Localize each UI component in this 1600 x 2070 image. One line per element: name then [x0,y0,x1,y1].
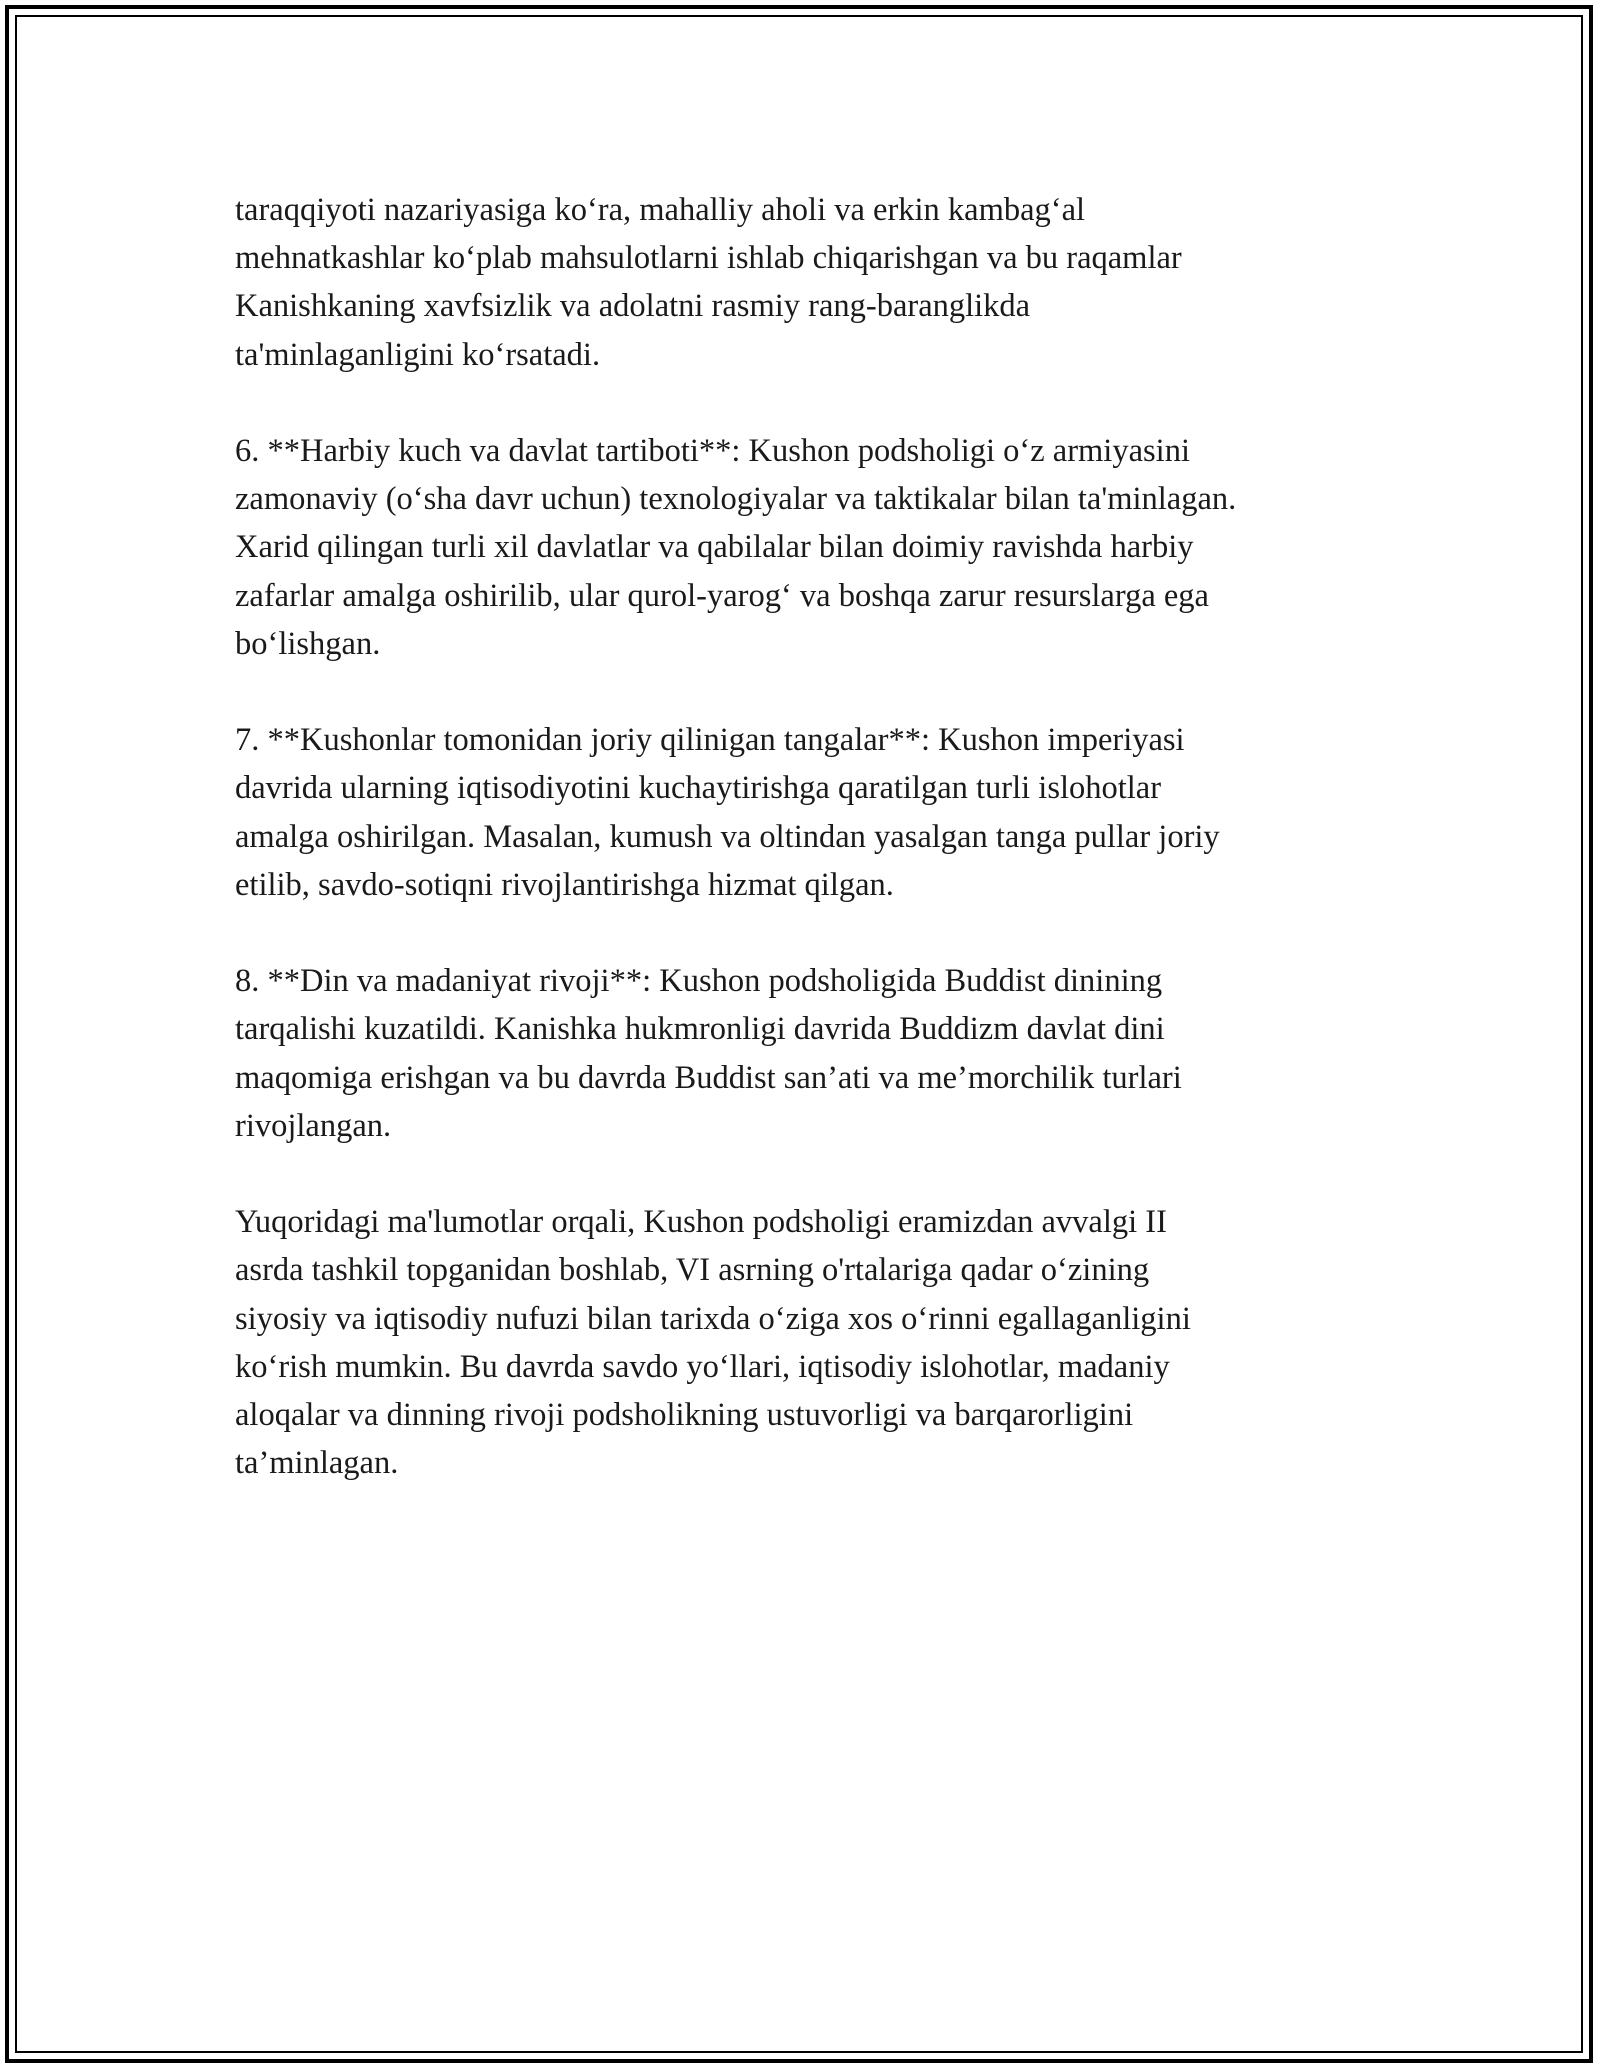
text-line: davrida ularning iqtisodiyotini kuchaytirishga qaratilgan turli islohotlar [235,770,1162,807]
text-line: 8. **Din va madaniyat rivoji**: Kushon podsholigida Buddist dinining [235,963,1163,1000]
text-line: mehnatkashlar ko‘plab mahsulotlarni ishlab chiqarishgan va bu raqamlar [235,240,1182,277]
text-line: tarqalishi kuzatildi. Kanishka hukmronligi davrida Buddizm davlat dini [235,1011,1165,1048]
text-line: asrda tashkil topganidan boshlab, VI asrning o'rtalariga qadar o‘zining [235,1252,1150,1289]
document-body [235,186,1375,1536]
text-line: Yuqoridagi ma'lumotlar orqali, Kushon podsholigi eramizdan avvalgi II [235,1204,1167,1241]
text-line: 7. **Kushonlar tomonidan joriy qilinigan tangalar**: Kushon imperiyasi [235,722,1185,759]
text-line: siyosiy va iqtisodiy nufuzi bilan tarixda o‘ziga xos o‘rinni egallaganligini [235,1300,1191,1337]
paragraph-item-8 [235,957,1375,1150]
text-line: aloqalar va dinning rivoji podsholikning ustuvorligi va barqarorligini [235,1397,1134,1434]
paragraph-intro-continuation [235,186,1375,379]
text-line: ko‘rish mumkin. Bu davrda savdo yo‘llari, iqtisodiy islohotlar, madaniy [235,1348,1170,1385]
text-line: Kanishkaning xavfsizlik va adolatni rasmiy rang-baranglikda [235,288,1031,325]
text-line: zamonaviy (o‘sha davr uchun) texnologiyalar va taktikalar bilan ta'minlagan. [235,481,1237,518]
paragraph-item-6 [235,427,1375,668]
text-line: rivojlangan. [235,1107,392,1144]
text-line: maqomiga erishgan va bu davrda Buddist san’ati va me’morchilik turlari [235,1059,1182,1096]
paragraph-conclusion [235,1198,1375,1487]
text-line: Xarid qilingan turli xil davlatlar va qabilalar bilan doimiy ravishda harbiy [235,529,1194,566]
text-line: 6. **Harbiy kuch va davlat tartiboti**: Kushon podsholigi o‘z armiyasini [235,433,1190,469]
text-line: amalga oshirilgan. Masalan, kumush va oltindan yasalgan tanga pullar joriy [235,818,1220,855]
text-line: ta’minlagan. [235,1445,399,1482]
text-line: ta'minlaganligini ko‘rsatadi. [235,336,601,373]
text-line: etilib, savdo-sotiqni rivojlantirishga hizmat qilgan. [235,866,894,903]
paragraph-item-7 [235,716,1375,909]
text-line: taraqqiyoti nazariyasiga ko‘ra, mahalliy aholi va erkin kambag‘al [235,192,1086,228]
text-line: bo‘lishgan. [235,625,381,662]
text-line: zafarlar amalga oshirilib, ular qurol-yarog‘ va boshqa zarur resurslarga ega [235,577,1209,614]
